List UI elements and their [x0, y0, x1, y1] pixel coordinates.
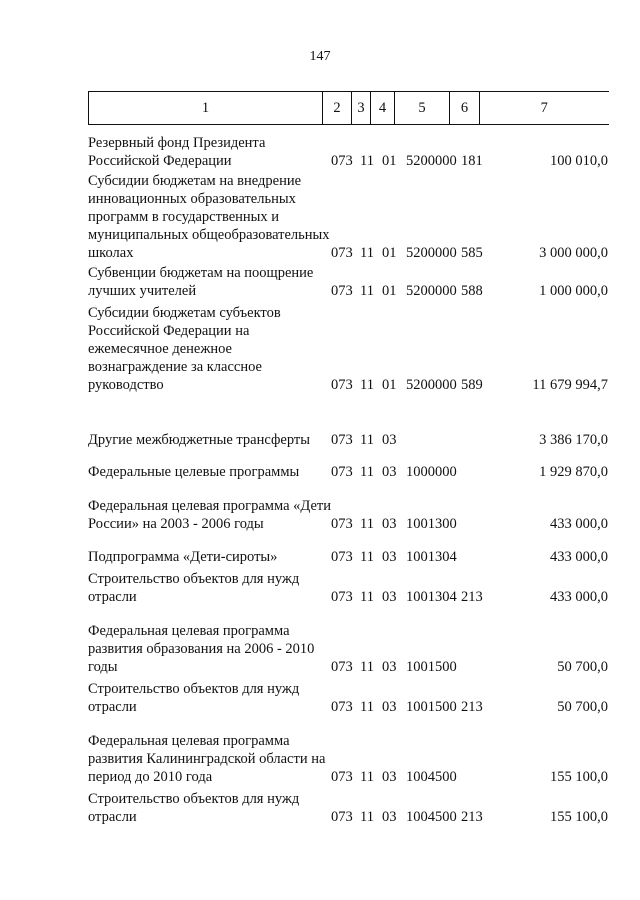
row-amount: 433 000,0 [550, 549, 608, 565]
row-code-type: 589 [461, 377, 483, 393]
table-row [88, 132, 608, 170]
row-amount: 433 000,0 [550, 516, 608, 532]
row-code-ministry: 073 [331, 589, 353, 605]
header-col-4: 4 [371, 92, 395, 125]
row-code-subsection: 01 [382, 377, 397, 393]
row-code-type [461, 548, 491, 566]
row-amount: 100 010,0 [550, 153, 608, 169]
row-code-target: 5200000 [406, 245, 457, 261]
row-amount: 155 100,0 [550, 769, 608, 785]
row-code-ministry: 073 [331, 153, 353, 169]
row-code-ministry: 073 [331, 516, 353, 532]
row-code-subsection: 03 [382, 549, 397, 565]
table-row [88, 481, 608, 533]
row-code-type: 181 [461, 153, 483, 169]
row-code-ministry: 073 [331, 283, 353, 299]
table-row [88, 170, 608, 262]
row-code-target: 1000000 [406, 464, 457, 480]
column-header-table [88, 91, 609, 125]
row-code-section: 11 [360, 516, 374, 532]
row-code-target: 5200000 [406, 377, 457, 393]
row-amount: 50 700,0 [557, 659, 608, 675]
row-code-type [461, 463, 491, 481]
row-name: Резервный фонд Президента Российской Федерации [88, 135, 266, 169]
header-col-6: 6 [450, 92, 480, 125]
row-amount: 155 100,0 [550, 809, 608, 825]
row-code-section: 11 [360, 809, 374, 825]
page-number: 147 [309, 49, 331, 64]
table-row [88, 716, 608, 786]
table-row [88, 676, 608, 716]
row-code-section: 11 [360, 769, 374, 785]
header-col-3: 3 [352, 92, 371, 125]
row-name: Федеральная целевая программа развития Калининградской области на период до 2010 года [88, 733, 326, 785]
row-code-ministry: 073 [331, 809, 353, 825]
row-name: Федеральная целевая программа развития образования на 2006 - 2010 годы [88, 623, 315, 675]
row-code-target: 1001304 [406, 549, 457, 565]
table-row [88, 786, 608, 826]
row-code-type [461, 768, 491, 786]
row-name: Субсидии бюджетам субъектов Российской Федерации на ежемесячное денежное вознаграждение за классное руководство [88, 305, 281, 393]
row-code-type [461, 515, 491, 533]
row-amount: 50 700,0 [557, 699, 608, 715]
row-code-target: 1001300 [406, 516, 457, 532]
row-code-section: 11 [360, 549, 374, 565]
row-code-section: 11 [360, 432, 374, 448]
row-code-type: 585 [461, 245, 483, 261]
header-col-1: 1 [89, 92, 323, 125]
row-code-subsection: 03 [382, 699, 397, 715]
row-code-ministry: 073 [331, 245, 353, 261]
row-code-subsection: 01 [382, 245, 397, 261]
row-code-type [461, 658, 491, 676]
row-code-ministry: 073 [331, 549, 353, 565]
row-name: Субвенции бюджетам на поощрение лучших учителей [88, 265, 314, 299]
row-code-subsection: 01 [382, 153, 397, 169]
header-col-7: 7 [480, 92, 609, 125]
row-code-section: 11 [360, 659, 374, 675]
row-code-section: 11 [360, 283, 374, 299]
row-code-subsection: 03 [382, 769, 397, 785]
row-code-ministry: 073 [331, 659, 353, 675]
row-code-subsection: 03 [382, 464, 397, 480]
table-row [88, 566, 608, 606]
row-code-ministry: 073 [331, 377, 353, 393]
row-name: Строительство объектов для нужд отрасли [88, 571, 300, 605]
row-amount: 433 000,0 [550, 589, 608, 605]
row-name: Федеральная целевая программа «Дети России» на 2003 - 2006 годы [88, 498, 331, 532]
table-row [88, 449, 608, 481]
row-code-section: 11 [360, 377, 374, 393]
row-code-subsection: 01 [382, 283, 397, 299]
row-amount: 3 386 170,0 [539, 432, 608, 448]
row-code-subsection: 03 [382, 589, 397, 605]
row-name: Субсидии бюджетам на внедрение инновационных образовательных программ в государственных и муниципальных общеобразовательных школах [88, 173, 330, 261]
row-code-type: 213 [461, 809, 483, 825]
row-amount: 1 929 870,0 [539, 464, 608, 480]
budget-rows [88, 132, 608, 826]
table-row [88, 262, 608, 300]
row-code-target: 5200000 [406, 283, 457, 299]
row-code-ministry: 073 [331, 769, 353, 785]
row-code-target: 1001304 [406, 589, 457, 605]
row-code-type: 213 [461, 699, 483, 715]
row-code-ministry: 073 [331, 699, 353, 715]
row-code-type [461, 431, 491, 449]
row-amount: 11 679 994,7 [532, 377, 608, 393]
row-name: Другие межбюджетные трансферты [88, 432, 310, 448]
row-code-subsection: 03 [382, 432, 397, 448]
row-code-target [406, 431, 461, 449]
row-code-ministry: 073 [331, 432, 353, 448]
row-code-subsection: 03 [382, 516, 397, 532]
header-col-5: 5 [395, 92, 450, 125]
row-code-section: 11 [360, 699, 374, 715]
row-amount: 1 000 000,0 [539, 283, 608, 299]
row-code-section: 11 [360, 153, 374, 169]
row-code-target: 1001500 [406, 699, 457, 715]
row-name: Подпрограмма «Дети-сироты» [88, 549, 278, 565]
row-code-target: 1004500 [406, 809, 457, 825]
table-row [88, 606, 608, 676]
row-code-type: 213 [461, 589, 483, 605]
header-row [89, 92, 609, 125]
row-code-section: 11 [360, 589, 374, 605]
row-code-ministry: 073 [331, 464, 353, 480]
row-name: Федеральные целевые программы [88, 464, 300, 480]
row-code-type: 588 [461, 283, 483, 299]
header-col-2: 2 [323, 92, 352, 125]
table-row [88, 394, 608, 449]
row-code-target: 5200000 [406, 153, 457, 169]
row-code-target: 1001500 [406, 659, 457, 675]
row-amount: 3 000 000,0 [539, 245, 608, 261]
row-code-subsection: 03 [382, 809, 397, 825]
row-code-target: 1004500 [406, 769, 457, 785]
row-name: Строительство объектов для нужд отрасли [88, 791, 300, 825]
row-code-subsection: 03 [382, 659, 397, 675]
row-name: Строительство объектов для нужд отрасли [88, 681, 300, 715]
table-row [88, 533, 608, 566]
row-code-section: 11 [360, 464, 374, 480]
row-code-section: 11 [360, 245, 374, 261]
table-row [88, 300, 608, 394]
